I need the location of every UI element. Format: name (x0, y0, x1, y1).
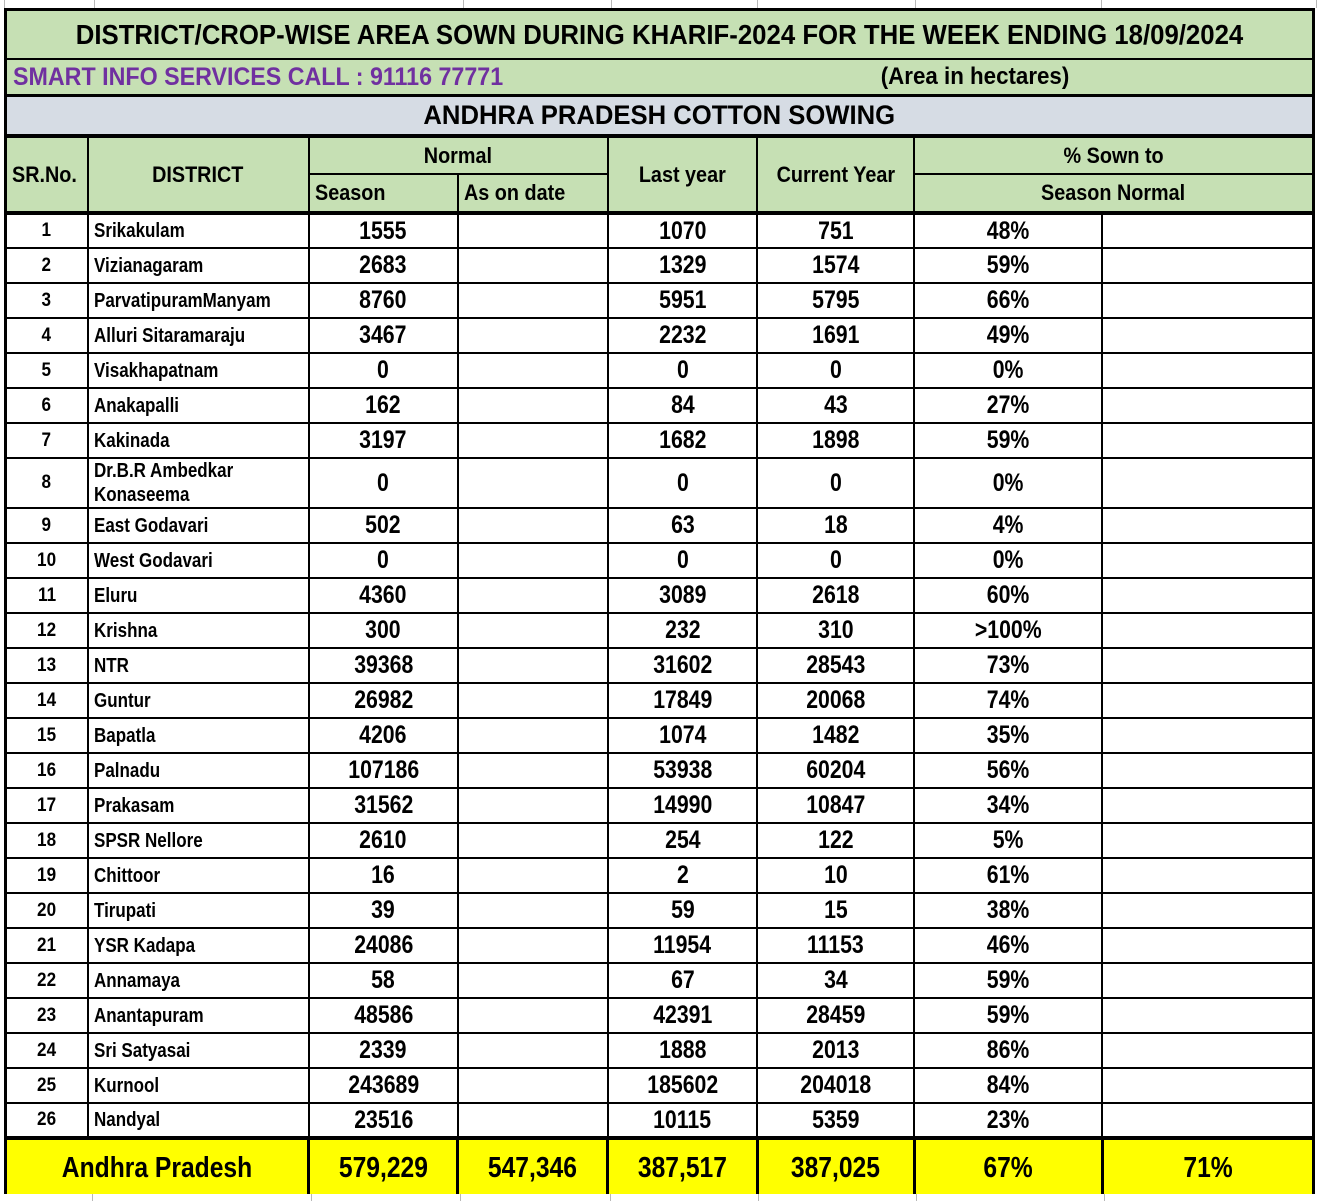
total-pct-season: 67% (914, 1138, 1102, 1198)
col-header-season: Season (309, 174, 458, 213)
row-last-year: 14990 (608, 788, 757, 823)
row-sr: 2 (6, 248, 88, 283)
row-current-year: 5359 (757, 1103, 914, 1138)
col-header-pct-sown-to: % Sown to (914, 136, 1313, 174)
row-current-year: 751 (757, 213, 914, 248)
gridline (1104, 1194, 1105, 1201)
row-pct-sown: 5% (914, 823, 1102, 858)
row-last-year: 232 (608, 613, 757, 648)
col-header-normal-group: Normal (309, 136, 608, 174)
row-as-on-date (458, 683, 608, 718)
row-sr: 5 (6, 353, 88, 388)
row-sr: 26 (6, 1103, 88, 1138)
row-as-on-date (458, 1103, 608, 1138)
gridline (915, 0, 916, 8)
row-sr: 15 (6, 718, 88, 753)
gridline (758, 1194, 759, 1201)
row-current-year: 122 (757, 823, 914, 858)
row-district: YSR Kadapa (88, 928, 309, 963)
row-season-normal: 4360 (309, 578, 458, 613)
row-district: Srikakulam (88, 213, 309, 248)
row-as-on-date (458, 788, 608, 823)
row-extra (1102, 283, 1313, 318)
row-pct-sown: 59% (914, 963, 1102, 998)
row-as-on-date (458, 998, 608, 1033)
row-pct-sown: 74% (914, 683, 1102, 718)
row-sr: 21 (6, 928, 88, 963)
row-sr: 7 (6, 423, 88, 458)
row-current-year: 43 (757, 388, 914, 423)
row-district: East Godavari (88, 508, 309, 543)
row-current-year: 2618 (757, 578, 914, 613)
row-season-normal: 39 (309, 893, 458, 928)
row-pct-sown: 56% (914, 753, 1102, 788)
table-row (6, 213, 1314, 248)
row-as-on-date (458, 578, 608, 613)
row-current-year: 20068 (757, 683, 914, 718)
row-district: Kurnool (88, 1068, 309, 1103)
row-extra (1102, 543, 1313, 578)
row-as-on-date (458, 718, 608, 753)
row-district: Alluri Sitaramaraju (88, 318, 309, 353)
table-row (6, 893, 1314, 928)
page-title (6, 10, 1314, 60)
table-row (6, 683, 1314, 718)
row-pct-sown: 61% (914, 858, 1102, 893)
row-season-normal: 107186 (309, 753, 458, 788)
row-sr: 19 (6, 858, 88, 893)
row-extra (1102, 388, 1313, 423)
gridline (757, 0, 758, 8)
row-sr: 9 (6, 508, 88, 543)
row-as-on-date (458, 858, 608, 893)
row-extra (1102, 213, 1313, 248)
row-last-year: 1682 (608, 423, 757, 458)
row-current-year: 2013 (757, 1033, 914, 1068)
report-header (6, 10, 1314, 214)
row-as-on-date (458, 248, 608, 283)
report-footer (6, 1138, 1314, 1198)
row-last-year: 254 (608, 823, 757, 858)
row-season-normal: 3467 (309, 318, 458, 353)
table-row (6, 248, 1314, 283)
row-season-normal: 243689 (309, 1068, 458, 1103)
row-season-normal: 48586 (309, 998, 458, 1033)
row-extra (1102, 998, 1313, 1033)
row-district: Chittoor (88, 858, 309, 893)
row-sr: 10 (6, 543, 88, 578)
row-current-year: 28543 (757, 648, 914, 683)
row-current-year: 1574 (757, 248, 914, 283)
row-as-on-date (458, 213, 608, 248)
table-row (6, 788, 1314, 823)
row-season-normal: 0 (309, 353, 458, 388)
title-row (6, 10, 1314, 60)
row-last-year: 0 (608, 458, 757, 508)
row-district: Kakinada (88, 423, 309, 458)
row-season-normal: 3197 (309, 423, 458, 458)
row-season-normal: 1555 (309, 213, 458, 248)
row-season-normal: 2683 (309, 248, 458, 283)
row-extra (1102, 648, 1313, 683)
row-last-year: 185602 (608, 1068, 757, 1103)
table-row (6, 388, 1314, 423)
row-extra (1102, 1103, 1313, 1138)
row-season-normal: 162 (309, 388, 458, 423)
row-current-year: 1898 (757, 423, 914, 458)
row-current-year: 1482 (757, 718, 914, 753)
row-last-year: 1074 (608, 718, 757, 753)
row-district: Anakapalli (88, 388, 309, 423)
table-row (6, 648, 1314, 683)
row-last-year: 53938 (608, 753, 757, 788)
row-pct-sown: 35% (914, 718, 1102, 753)
col-header-current-year: Current Year (757, 136, 914, 213)
row-as-on-date (458, 388, 608, 423)
row-last-year: 3089 (608, 578, 757, 613)
row-pct-sown: 0% (914, 353, 1102, 388)
row-extra (1102, 858, 1313, 893)
row-season-normal: 16 (309, 858, 458, 893)
row-sr: 3 (6, 283, 88, 318)
col-header-district: DISTRICT (88, 136, 309, 213)
row-sr: 8 (6, 458, 88, 508)
table-body (6, 213, 1314, 1138)
table-row (6, 753, 1314, 788)
row-sr: 22 (6, 963, 88, 998)
total-last-year: 387,517 (608, 1138, 757, 1198)
row-last-year: 59 (608, 893, 757, 928)
page-title-text: DISTRICT/CROP-WISE AREA SOWN DURING KHARIF-2024 FOR THE WEEK ENDING 18/09/2024 (75, 18, 1244, 50)
row-last-year: 2232 (608, 318, 757, 353)
row-district: NTR (88, 648, 309, 683)
gridline (460, 1194, 461, 1201)
spreadsheet-gridline-strip-top (0, 0, 1323, 8)
gridline (1316, 0, 1317, 8)
row-district: Eluru (88, 578, 309, 613)
row-last-year: 67 (608, 963, 757, 998)
row-last-year: 1329 (608, 248, 757, 283)
row-last-year: 17849 (608, 683, 757, 718)
row-pct-sown: >100% (914, 613, 1102, 648)
row-district: Bapatla (88, 718, 309, 753)
row-extra (1102, 353, 1313, 388)
row-current-year: 10847 (757, 788, 914, 823)
subtitle-row (6, 96, 1314, 137)
row-as-on-date (458, 893, 608, 928)
row-district: Tirupati (88, 893, 309, 928)
table-row (6, 543, 1314, 578)
row-current-year: 60204 (757, 753, 914, 788)
row-last-year: 0 (608, 543, 757, 578)
row-district: Prakasam (88, 788, 309, 823)
gridline (463, 0, 464, 8)
row-pct-sown: 59% (914, 998, 1102, 1033)
spreadsheet-gridline-strip-bottom (0, 1194, 1323, 1201)
report-subtitle (6, 96, 1314, 137)
row-current-year: 0 (757, 353, 914, 388)
table-row (6, 998, 1314, 1033)
row-season-normal: 0 (309, 458, 458, 508)
row-as-on-date (458, 318, 608, 353)
row-sr: 6 (6, 388, 88, 423)
row-as-on-date (458, 1068, 608, 1103)
table-row (6, 508, 1314, 543)
table-row (6, 963, 1314, 998)
row-sr: 24 (6, 1033, 88, 1068)
row-extra (1102, 718, 1313, 753)
table-row (6, 823, 1314, 858)
row-pct-sown: 38% (914, 893, 1102, 928)
info-cell (6, 59, 1314, 96)
row-district: West Godavari (88, 543, 309, 578)
table-row (6, 458, 1314, 508)
row-extra (1102, 248, 1313, 283)
row-pct-sown: 34% (914, 788, 1102, 823)
total-season-normal: 579,229 (309, 1138, 458, 1198)
row-extra (1102, 823, 1313, 858)
row-last-year: 1888 (608, 1033, 757, 1068)
row-last-year: 84 (608, 388, 757, 423)
row-district: Anantapuram (88, 998, 309, 1033)
report-table (4, 8, 1315, 1199)
row-extra (1102, 963, 1313, 998)
col-header-last-year: Last year (608, 136, 757, 213)
total-as-on-date: 547,346 (458, 1138, 608, 1198)
row-extra (1102, 753, 1313, 788)
row-season-normal: 502 (309, 508, 458, 543)
table-row (6, 283, 1314, 318)
total-row (6, 1138, 1314, 1198)
row-extra (1102, 928, 1313, 963)
table-row (6, 858, 1314, 893)
table-row (6, 928, 1314, 963)
row-last-year: 11954 (608, 928, 757, 963)
row-season-normal: 24086 (309, 928, 458, 963)
row-pct-sown: 4% (914, 508, 1102, 543)
row-district: Visakhapatnam (88, 353, 309, 388)
row-extra (1102, 613, 1313, 648)
row-pct-sown: 86% (914, 1033, 1102, 1068)
row-as-on-date (458, 963, 608, 998)
table-row (6, 318, 1314, 353)
row-sr: 25 (6, 1068, 88, 1103)
gridline (610, 1194, 611, 1201)
row-current-year: 204018 (757, 1068, 914, 1103)
row-extra (1102, 788, 1313, 823)
row-district: Dr.B.R Ambedkar Konaseema (88, 458, 309, 508)
total-pct-extra: 71% (1102, 1138, 1313, 1198)
row-current-year: 18 (757, 508, 914, 543)
area-unit-label: (Area in hectares) (880, 63, 1070, 90)
row-as-on-date (458, 423, 608, 458)
row-current-year: 28459 (757, 998, 914, 1033)
total-label: Andhra Pradesh (6, 1138, 309, 1198)
row-season-normal: 8760 (309, 283, 458, 318)
table-row (6, 1068, 1314, 1103)
row-current-year: 0 (757, 543, 914, 578)
row-last-year: 31602 (608, 648, 757, 683)
row-extra (1102, 578, 1313, 613)
report-subtitle-text: ANDHRA PRADESH COTTON SOWING (423, 100, 896, 130)
row-as-on-date (458, 928, 608, 963)
total-current-year: 387,025 (757, 1138, 914, 1198)
row-last-year: 1070 (608, 213, 757, 248)
row-current-year: 15 (757, 893, 914, 928)
row-current-year: 34 (757, 963, 914, 998)
row-pct-sown: 66% (914, 283, 1102, 318)
row-pct-sown: 49% (914, 318, 1102, 353)
row-sr: 20 (6, 893, 88, 928)
row-pct-sown: 73% (914, 648, 1102, 683)
row-season-normal: 58 (309, 963, 458, 998)
info-row (6, 59, 1314, 96)
row-season-normal: 2610 (309, 823, 458, 858)
row-current-year: 10 (757, 858, 914, 893)
col-header-season-normal: Season Normal (914, 174, 1313, 213)
col-header-sr: SR.No. (6, 136, 88, 213)
row-as-on-date (458, 353, 608, 388)
row-sr: 12 (6, 613, 88, 648)
row-pct-sown: 48% (914, 213, 1102, 248)
row-as-on-date (458, 613, 608, 648)
table-row (6, 353, 1314, 388)
table-row (6, 578, 1314, 613)
row-last-year: 0 (608, 353, 757, 388)
row-district: Krishna (88, 613, 309, 648)
table-row (6, 718, 1314, 753)
row-as-on-date (458, 283, 608, 318)
row-last-year: 63 (608, 508, 757, 543)
row-season-normal: 31562 (309, 788, 458, 823)
row-extra (1102, 683, 1313, 718)
row-district: ParvatipuramManyam (88, 283, 309, 318)
row-pct-sown: 84% (914, 1068, 1102, 1103)
gridline (4, 0, 5, 8)
row-season-normal: 0 (309, 543, 458, 578)
row-sr: 1 (6, 213, 88, 248)
row-sr: 17 (6, 788, 88, 823)
gridline (916, 1194, 917, 1201)
row-extra (1102, 423, 1313, 458)
row-district: SPSR Nellore (88, 823, 309, 858)
row-pct-sown: 0% (914, 543, 1102, 578)
row-extra (1102, 1068, 1313, 1103)
row-district: Sri Satyasai (88, 1033, 309, 1068)
row-extra (1102, 508, 1313, 543)
row-sr: 16 (6, 753, 88, 788)
table-row (6, 1103, 1314, 1138)
row-pct-sown: 60% (914, 578, 1102, 613)
row-extra (1102, 1033, 1313, 1068)
row-last-year: 5951 (608, 283, 757, 318)
row-sr: 14 (6, 683, 88, 718)
row-pct-sown: 23% (914, 1103, 1102, 1138)
row-extra (1102, 318, 1313, 353)
row-as-on-date (458, 753, 608, 788)
row-season-normal: 23516 (309, 1103, 458, 1138)
table-row (6, 613, 1314, 648)
row-sr: 18 (6, 823, 88, 858)
row-as-on-date (458, 458, 608, 508)
row-season-normal: 300 (309, 613, 458, 648)
gridline (611, 0, 612, 8)
row-district: Nandyal (88, 1103, 309, 1138)
row-district: Palnadu (88, 753, 309, 788)
row-district: Guntur (88, 683, 309, 718)
row-sr: 4 (6, 318, 88, 353)
row-current-year: 11153 (757, 928, 914, 963)
row-pct-sown: 59% (914, 423, 1102, 458)
row-current-year: 0 (757, 458, 914, 508)
row-extra (1102, 893, 1313, 928)
row-pct-sown: 0% (914, 458, 1102, 508)
table-row (6, 423, 1314, 458)
row-season-normal: 4206 (309, 718, 458, 753)
row-season-normal: 39368 (309, 648, 458, 683)
col-header-as-on-date: As on date (458, 174, 608, 213)
row-sr: 11 (6, 578, 88, 613)
row-season-normal: 26982 (309, 683, 458, 718)
row-as-on-date (458, 508, 608, 543)
row-district: Vizianagaram (88, 248, 309, 283)
row-last-year: 2 (608, 858, 757, 893)
gridline (94, 0, 95, 8)
row-as-on-date (458, 823, 608, 858)
row-sr: 23 (6, 998, 88, 1033)
row-current-year: 310 (757, 613, 914, 648)
row-as-on-date (458, 1033, 608, 1068)
row-current-year: 1691 (757, 318, 914, 353)
smart-info-text: SMART INFO SERVICES CALL : 91116 77771 (13, 63, 504, 91)
table-row (6, 1033, 1314, 1068)
row-season-normal: 2339 (309, 1033, 458, 1068)
row-as-on-date (458, 648, 608, 683)
gridline (1101, 0, 1102, 8)
row-last-year: 10115 (608, 1103, 757, 1138)
row-district: Annamaya (88, 963, 309, 998)
row-pct-sown: 46% (914, 928, 1102, 963)
gridline (92, 1194, 93, 1201)
row-last-year: 42391 (608, 998, 757, 1033)
row-as-on-date (458, 543, 608, 578)
row-pct-sown: 59% (914, 248, 1102, 283)
row-sr: 13 (6, 648, 88, 683)
gridline (311, 1194, 312, 1201)
row-current-year: 5795 (757, 283, 914, 318)
row-pct-sown: 27% (914, 388, 1102, 423)
row-extra (1102, 458, 1313, 508)
column-header-row-top (6, 136, 1314, 174)
